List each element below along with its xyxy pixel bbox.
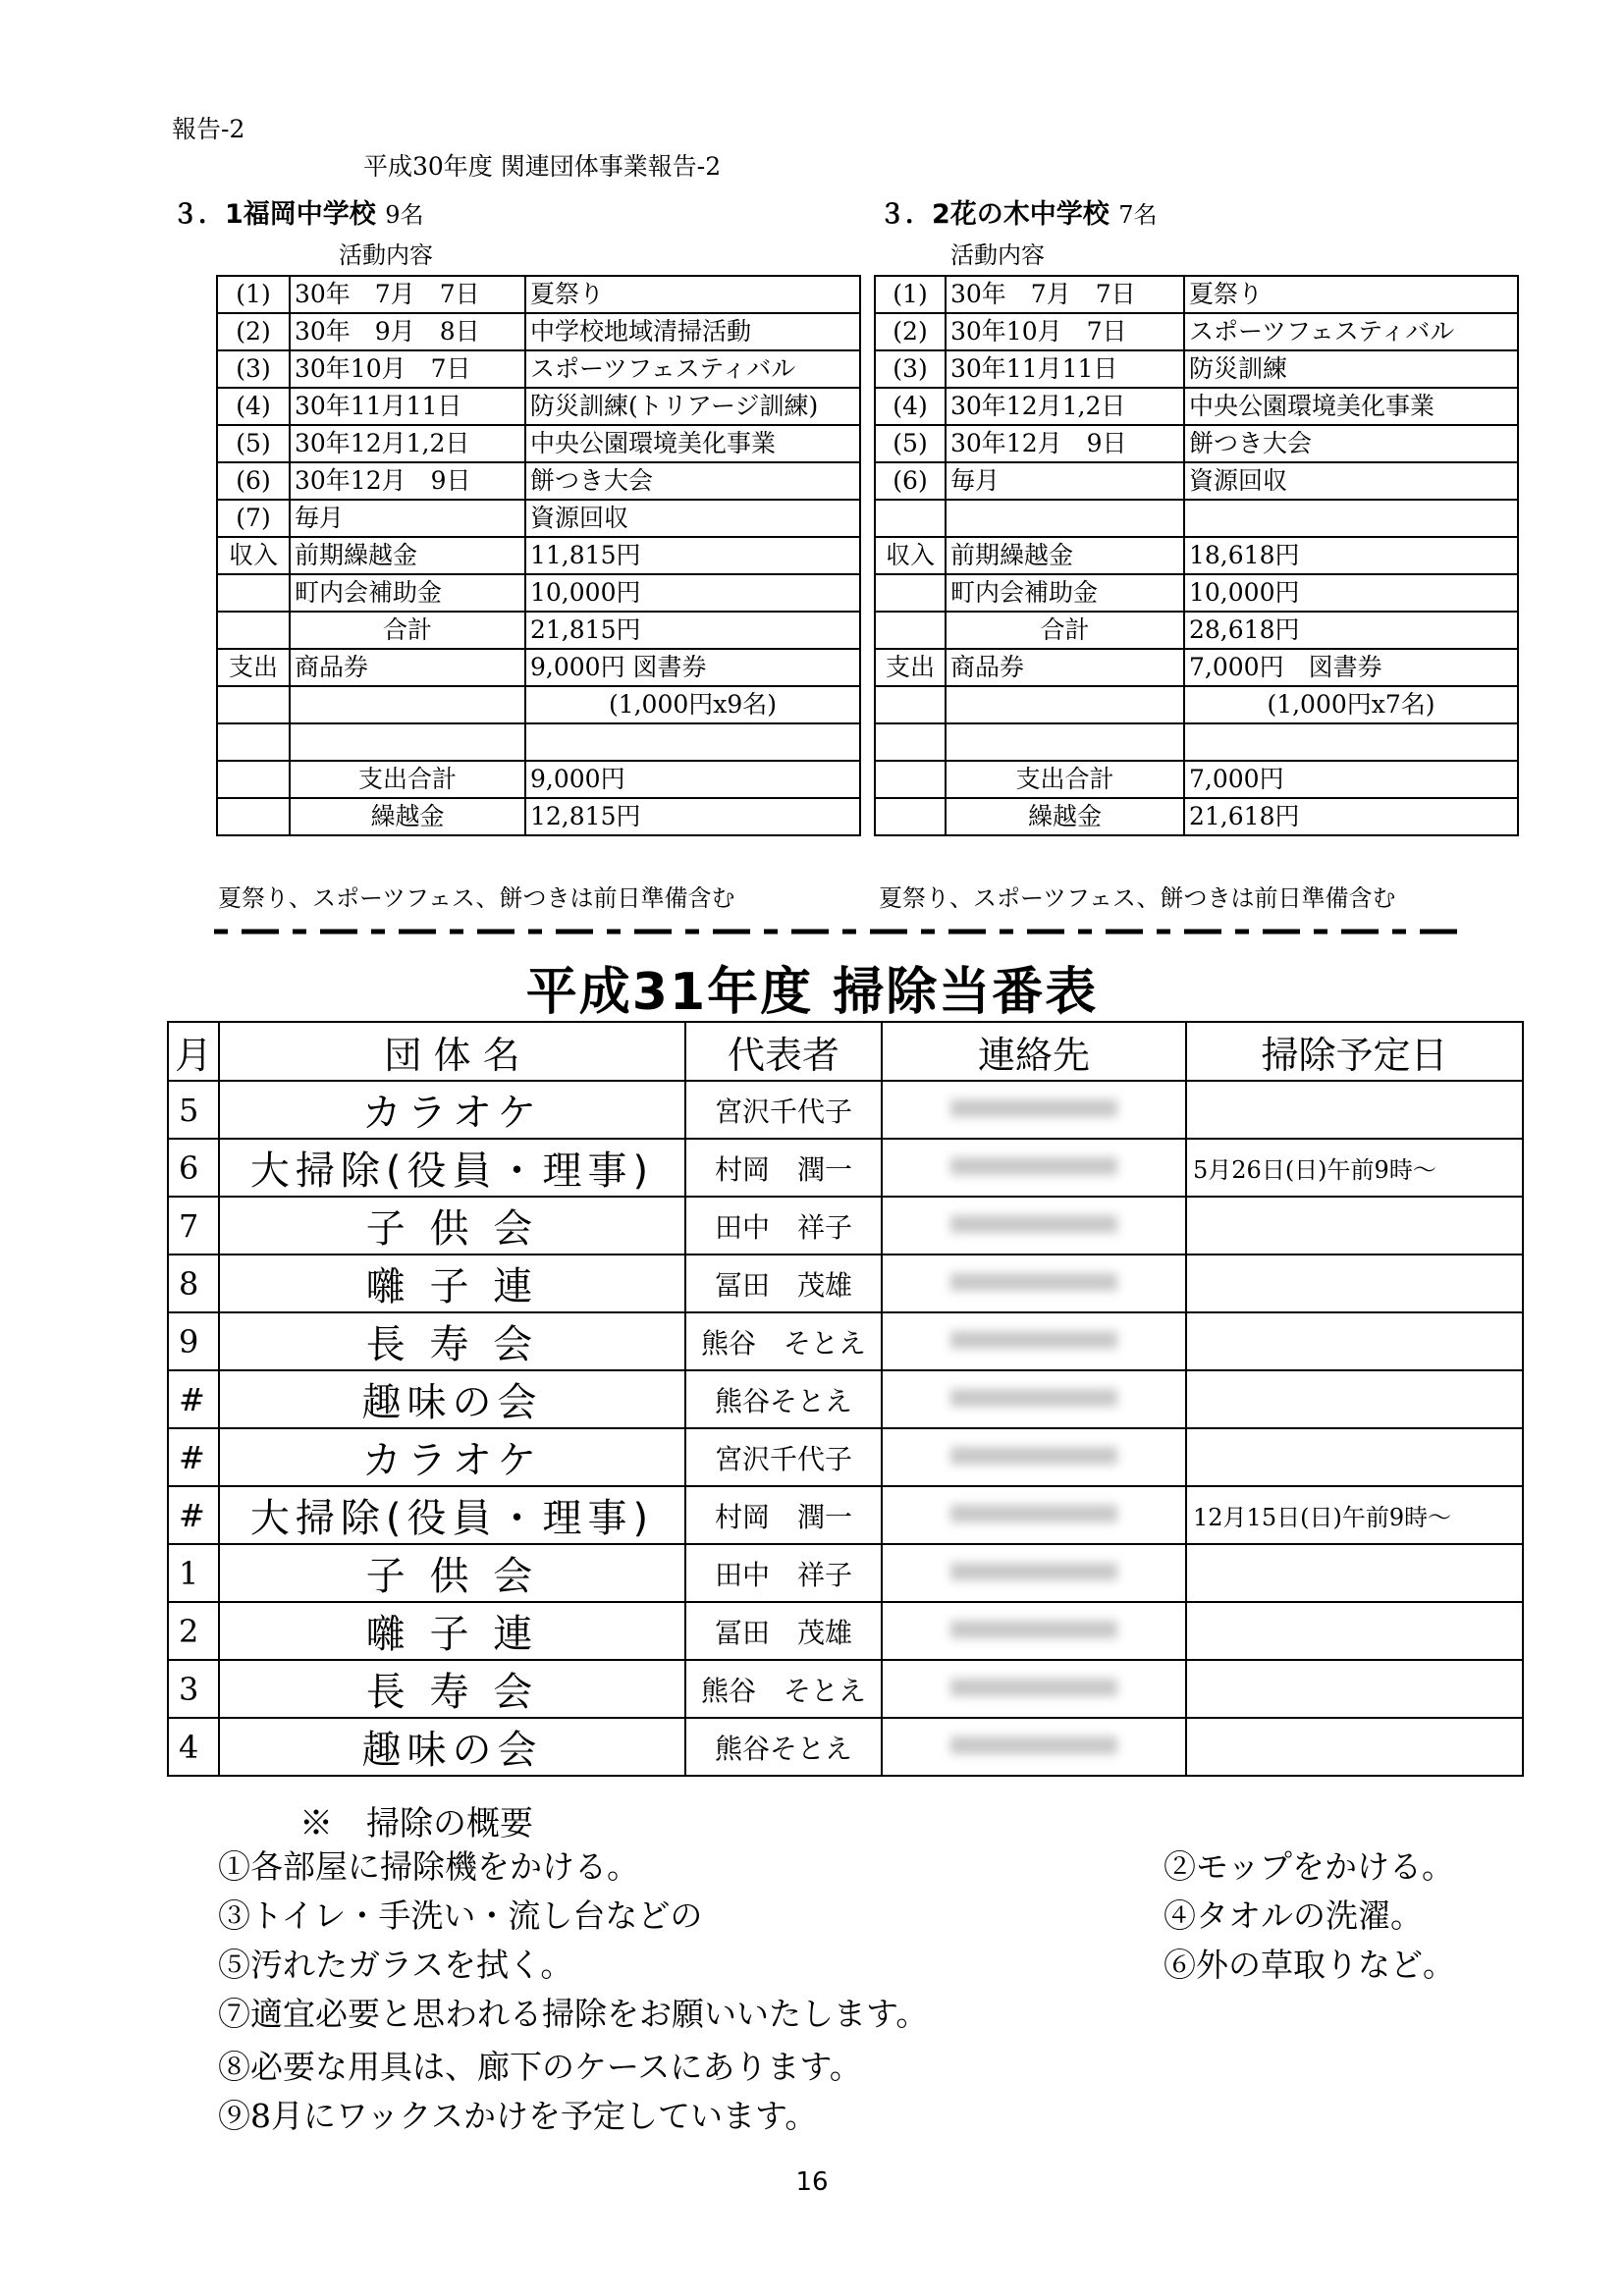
row-index-cell: (2) [875, 313, 946, 350]
redacted-phone [950, 1099, 1117, 1117]
redacted-phone [950, 1736, 1117, 1754]
duty-row [168, 1544, 1523, 1602]
row-date-cell: 前期繰越金 [290, 537, 525, 574]
activity-row [217, 313, 860, 350]
duty-row [168, 1081, 1523, 1139]
duty-representative-cell: 田中 祥子 [685, 1544, 882, 1602]
redacted-phone [950, 1563, 1117, 1580]
activity-row [217, 723, 860, 761]
row-index-cell: 収入 [217, 537, 290, 574]
row-detail-cell: スポーツフェスティバル [1184, 313, 1518, 350]
redacted-phone [950, 1157, 1117, 1175]
row-detail-cell: 餅つき大会 [525, 462, 860, 500]
row-index-cell [217, 723, 290, 761]
duty-group-cell: 長 寿 会 [219, 1660, 685, 1718]
duty-date-cell [1186, 1081, 1523, 1139]
row-index-cell: 支出 [217, 649, 290, 686]
duty-header-cell: 団 体 名 [219, 1022, 685, 1081]
redacted-phone [950, 1389, 1117, 1407]
row-index-cell: (1) [217, 276, 290, 313]
duty-date-cell [1186, 1312, 1523, 1370]
duty-header-cell: 掃除予定日 [1186, 1022, 1523, 1081]
duty-representative-cell: 宮沢千代子 [685, 1081, 882, 1139]
activity-row [875, 798, 1518, 835]
activity-row [875, 761, 1518, 798]
duty-group-cell: 囃 子 連 [219, 1255, 685, 1312]
row-detail-cell: 10,000円 [525, 574, 860, 612]
redacted-phone [950, 1273, 1117, 1291]
row-date-cell [290, 686, 525, 723]
duty-row [168, 1312, 1523, 1370]
row-index-cell [875, 798, 946, 835]
activity-row [875, 388, 1518, 425]
duty-month-cell: 4 [168, 1718, 219, 1776]
duty-representative-cell: 熊谷 そとえ [685, 1660, 882, 1718]
row-date-cell: 30年12月 9日 [290, 462, 525, 500]
duty-row [168, 1718, 1523, 1776]
activity-row [217, 425, 860, 462]
activity-row [875, 313, 1518, 350]
summary-item: ②モップをかける。 [1164, 1847, 1455, 1886]
activity-row [217, 500, 860, 537]
activity-row [217, 686, 860, 723]
row-index-cell: (3) [875, 350, 946, 388]
row-detail-cell: 12,815円 [525, 798, 860, 835]
duty-group-cell: カラオケ [219, 1081, 685, 1139]
left-activity-table [216, 275, 861, 836]
duty-contact-cell [882, 1544, 1186, 1602]
row-detail-cell: 夏祭り [525, 276, 860, 313]
redacted-phone [950, 1505, 1117, 1522]
row-date-cell: 30年10月 7日 [290, 350, 525, 388]
row-index-cell [217, 574, 290, 612]
row-index-cell [875, 723, 946, 761]
activity-row [217, 612, 860, 649]
duty-contact-cell [882, 1255, 1186, 1312]
row-detail-cell: (1,000円x7名) [1184, 686, 1518, 723]
activity-row [875, 350, 1518, 388]
summary-item: ③トイレ・手洗い・流し台などの [218, 1896, 703, 1935]
row-index-cell: 収入 [875, 537, 946, 574]
redacted-phone [950, 1679, 1117, 1696]
row-date-cell: 毎月 [290, 500, 525, 537]
right-section-title [879, 192, 1157, 231]
duty-contact-cell [882, 1312, 1186, 1370]
activity-row [217, 462, 860, 500]
row-date-cell: 町内会補助金 [946, 574, 1184, 612]
duty-date-cell [1186, 1660, 1523, 1718]
activity-row [875, 425, 1518, 462]
row-detail-cell [1184, 723, 1518, 761]
row-date-cell [946, 686, 1184, 723]
left-note: 夏祭り、スポーツフェス、餅つきは前日準備含む [218, 884, 735, 912]
row-date-cell: 30年12月1,2日 [946, 388, 1184, 425]
row-index-cell: (7) [217, 500, 290, 537]
row-date-cell: 繰越金 [946, 798, 1184, 835]
activity-row [217, 276, 860, 313]
row-date-cell: 30年 7月 7日 [946, 276, 1184, 313]
duty-representative-cell: 熊谷そとえ [685, 1718, 882, 1776]
duty-month-cell: 5 [168, 1081, 219, 1139]
duty-row [168, 1255, 1523, 1312]
row-index-cell: (4) [875, 388, 946, 425]
duty-month-cell: # [168, 1428, 219, 1486]
activity-row [217, 761, 860, 798]
activity-row [875, 612, 1518, 649]
duty-representative-cell: 村岡 潤一 [685, 1139, 882, 1197]
duty-date-cell: 5月26日(日)午前9時～ [1186, 1139, 1523, 1197]
row-date-cell: 繰越金 [290, 798, 525, 835]
duty-contact-cell [882, 1428, 1186, 1486]
summary-item: ⑦適宜必要と思われる掃除をお願いいたします。 [218, 1995, 929, 2033]
duty-row [168, 1602, 1523, 1660]
duty-representative-cell: 田中 祥子 [685, 1197, 882, 1255]
row-detail-cell: 防災訓練(トリアージ訓練) [525, 388, 860, 425]
activity-row [217, 649, 860, 686]
right-activity-table [874, 275, 1519, 836]
report-subtitle: 平成30年度 関連団体事業報告-2 [363, 152, 722, 181]
row-date-cell: 町内会補助金 [290, 574, 525, 612]
row-detail-cell: 18,618円 [1184, 537, 1518, 574]
row-date-cell: 30年12月 9日 [946, 425, 1184, 462]
duty-contact-cell [882, 1139, 1186, 1197]
duty-row [168, 1428, 1523, 1486]
row-detail-cell: 餅つき大会 [1184, 425, 1518, 462]
activity-row [217, 537, 860, 574]
row-index-cell: (6) [875, 462, 946, 500]
duty-contact-cell [882, 1660, 1186, 1718]
duty-header-cell: 代表者 [685, 1022, 882, 1081]
row-detail-cell: 9,000円 図書券 [525, 649, 860, 686]
duty-representative-cell: 熊谷そとえ [685, 1370, 882, 1428]
duty-contact-cell [882, 1718, 1186, 1776]
row-detail-cell [525, 723, 860, 761]
duty-row [168, 1660, 1523, 1718]
duty-table-title: 平成31年度 掃除当番表 [525, 963, 1099, 1022]
row-index-cell [217, 798, 290, 835]
row-detail-cell: 10,000円 [1184, 574, 1518, 612]
duty-group-cell: 大掃除(役員・理事) [219, 1486, 685, 1544]
duty-group-cell: 趣味の会 [219, 1370, 685, 1428]
row-index-cell: (5) [875, 425, 946, 462]
row-index-cell: (1) [875, 276, 946, 313]
duty-contact-cell [882, 1370, 1186, 1428]
duty-month-cell: 7 [168, 1197, 219, 1255]
row-detail-cell: 資源回収 [1184, 462, 1518, 500]
summary-item: ⑤汚れたガラスを拭く。 [218, 1946, 573, 1984]
duty-date-cell [1186, 1197, 1523, 1255]
duty-date-cell: 12月15日(日)午前9時～ [1186, 1486, 1523, 1544]
duty-date-cell [1186, 1255, 1523, 1312]
row-date-cell: 毎月 [946, 462, 1184, 500]
report-label: 報告-2 [172, 115, 245, 143]
duty-month-cell: 1 [168, 1544, 219, 1602]
activity-row [217, 388, 860, 425]
row-index-cell: (2) [217, 313, 290, 350]
cleaning-duty-table [167, 1021, 1524, 1777]
row-detail-cell: 11,815円 [525, 537, 860, 574]
activity-row [217, 798, 860, 835]
duty-header-cell: 月 [168, 1022, 219, 1081]
row-date-cell: 30年11月11日 [290, 388, 525, 425]
duty-contact-cell [882, 1486, 1186, 1544]
activity-row [875, 537, 1518, 574]
duty-month-cell: # [168, 1370, 219, 1428]
row-index-cell [875, 761, 946, 798]
duty-month-cell: # [168, 1486, 219, 1544]
row-date-cell: 30年 9月 8日 [290, 313, 525, 350]
row-detail-cell: 9,000円 [525, 761, 860, 798]
activity-row [875, 649, 1518, 686]
duty-row [168, 1197, 1523, 1255]
duty-date-cell [1186, 1602, 1523, 1660]
row-date-cell: 支出合計 [946, 761, 1184, 798]
duty-contact-cell [882, 1197, 1186, 1255]
row-detail-cell: スポーツフェスティバル [525, 350, 860, 388]
row-date-cell: 30年12月1,2日 [290, 425, 525, 462]
duty-group-cell: 子 供 会 [219, 1544, 685, 1602]
row-date-cell: 商品券 [290, 649, 525, 686]
summary-item: ①各部屋に掃除機をかける。 [218, 1847, 639, 1886]
duty-group-cell: 大掃除(役員・理事) [219, 1139, 685, 1197]
duty-group-cell: 趣味の会 [219, 1718, 685, 1776]
right-activity-label: 活動内容 [950, 241, 1045, 269]
left-school-name: ３．1福岡中学校 [172, 199, 376, 230]
summary-item: ④タオルの洗濯。 [1164, 1896, 1423, 1935]
duty-header-cell: 連絡先 [882, 1022, 1186, 1081]
left-student-count: 9名 [385, 201, 424, 229]
activity-row [875, 574, 1518, 612]
row-date-cell: 支出合計 [290, 761, 525, 798]
row-date-cell: 商品券 [946, 649, 1184, 686]
row-detail-cell: 中学校地域清掃活動 [525, 313, 860, 350]
row-index-cell [875, 686, 946, 723]
duty-row [168, 1486, 1523, 1544]
row-index-cell [217, 761, 290, 798]
row-detail-cell: 防災訓練 [1184, 350, 1518, 388]
row-date-cell [290, 723, 525, 761]
duty-date-cell [1186, 1718, 1523, 1776]
right-note: 夏祭り、スポーツフェス、餅つきは前日準備含む [879, 884, 1396, 912]
row-detail-cell: 21,618円 [1184, 798, 1518, 835]
row-detail-cell: 夏祭り [1184, 276, 1518, 313]
duty-month-cell: 3 [168, 1660, 219, 1718]
row-index-cell [217, 612, 290, 649]
redacted-phone [950, 1447, 1117, 1465]
row-index-cell: (3) [217, 350, 290, 388]
row-date-cell: 合計 [290, 612, 525, 649]
row-date-cell [946, 500, 1184, 537]
duty-representative-cell: 村岡 潤一 [685, 1486, 882, 1544]
row-date-cell: 30年11月11日 [946, 350, 1184, 388]
summary-heading: ※ 掃除の概要 [299, 1804, 533, 1843]
duty-row [168, 1370, 1523, 1428]
row-index-cell: (5) [217, 425, 290, 462]
duty-representative-cell: 冨田 茂雄 [685, 1255, 882, 1312]
row-detail-cell: 資源回収 [525, 500, 860, 537]
activity-row [875, 500, 1518, 537]
redacted-phone [950, 1331, 1117, 1349]
summary-item: ⑧必要な用具は、廊下のケースにあります。 [218, 2048, 862, 2086]
duty-month-cell: 6 [168, 1139, 219, 1197]
activity-row [217, 574, 860, 612]
activity-row [875, 276, 1518, 313]
duty-contact-cell [882, 1602, 1186, 1660]
row-index-cell: 支出 [875, 649, 946, 686]
right-school-name: ３．2花の木中学校 [879, 199, 1110, 230]
row-index-cell [875, 500, 946, 537]
row-index-cell: (6) [217, 462, 290, 500]
duty-date-cell [1186, 1370, 1523, 1428]
row-index-cell: (4) [217, 388, 290, 425]
duty-representative-cell: 熊谷 そとえ [685, 1312, 882, 1370]
row-detail-cell: 21,815円 [525, 612, 860, 649]
duty-representative-cell: 冨田 茂雄 [685, 1602, 882, 1660]
duty-group-cell: 囃 子 連 [219, 1602, 685, 1660]
duty-month-cell: 9 [168, 1312, 219, 1370]
row-date-cell: 合計 [946, 612, 1184, 649]
duty-date-cell [1186, 1428, 1523, 1486]
row-index-cell [217, 686, 290, 723]
activity-row [875, 462, 1518, 500]
activity-row [875, 686, 1518, 723]
row-detail-cell: 7,000円 [1184, 761, 1518, 798]
page-number: 16 [795, 2167, 829, 2197]
redacted-phone [950, 1215, 1117, 1233]
row-detail-cell: 7,000円 図書券 [1184, 649, 1518, 686]
section-divider [214, 926, 1461, 937]
right-student-count: 7名 [1118, 201, 1158, 229]
redacted-phone [950, 1621, 1117, 1638]
row-detail-cell: 28,618円 [1184, 612, 1518, 649]
duty-row [168, 1139, 1523, 1197]
duty-group-cell: カラオケ [219, 1428, 685, 1486]
left-activity-label: 活動内容 [339, 241, 433, 269]
row-detail-cell: 中央公園環境美化事業 [525, 425, 860, 462]
activity-row [875, 723, 1518, 761]
duty-month-cell: 8 [168, 1255, 219, 1312]
summary-item: ⑥外の草取りなど。 [1164, 1946, 1455, 1984]
duty-date-cell [1186, 1544, 1523, 1602]
duty-group-cell: 子 供 会 [219, 1197, 685, 1255]
row-date-cell: 30年10月 7日 [946, 313, 1184, 350]
duty-representative-cell: 宮沢千代子 [685, 1428, 882, 1486]
left-section-title [172, 192, 423, 231]
row-date-cell: 前期繰越金 [946, 537, 1184, 574]
row-date-cell [946, 723, 1184, 761]
row-date-cell: 30年 7月 7日 [290, 276, 525, 313]
activity-row [217, 350, 860, 388]
duty-contact-cell [882, 1081, 1186, 1139]
row-detail-cell [1184, 500, 1518, 537]
row-detail-cell: (1,000円x9名) [525, 686, 860, 723]
row-detail-cell: 中央公園環境美化事業 [1184, 388, 1518, 425]
summary-item: ⑨8月にワックスかけを予定しています。 [218, 2097, 818, 2135]
duty-group-cell: 長 寿 会 [219, 1312, 685, 1370]
row-index-cell [875, 612, 946, 649]
duty-month-cell: 2 [168, 1602, 219, 1660]
row-index-cell [875, 574, 946, 612]
